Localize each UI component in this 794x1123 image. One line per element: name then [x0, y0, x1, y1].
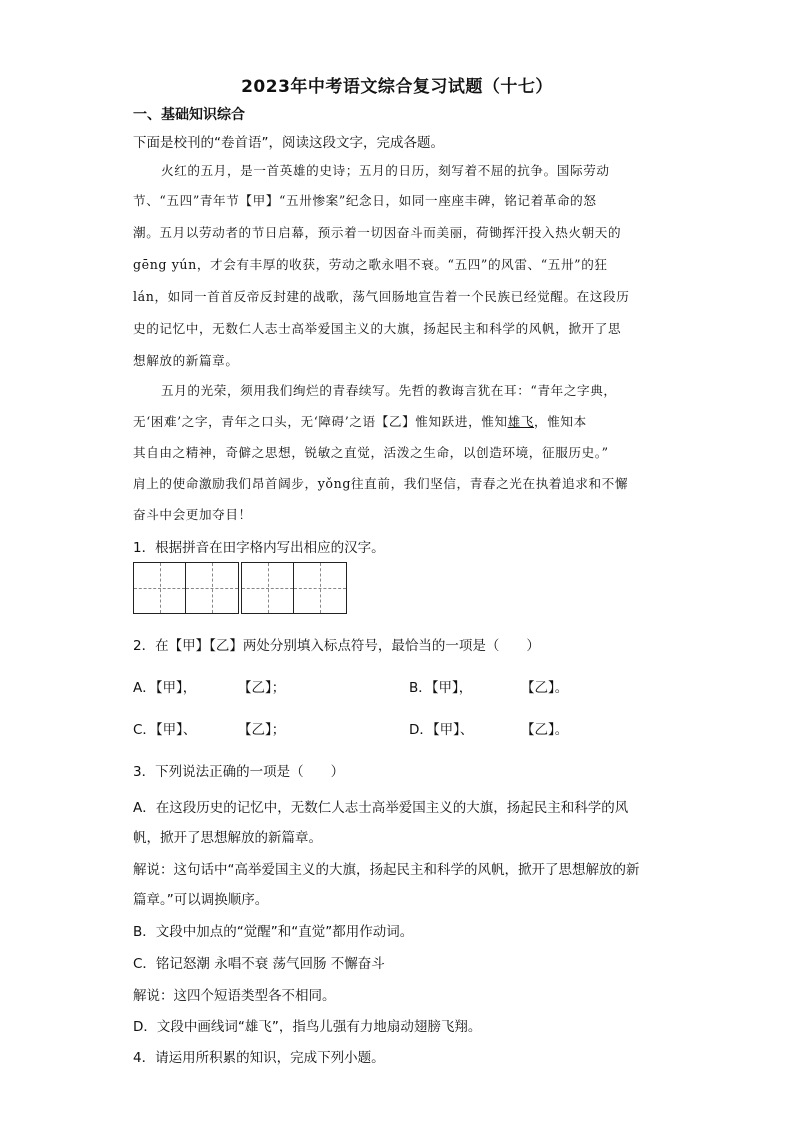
q2-option-a-yi: 【乙】； — [238, 680, 286, 696]
intro-text: 下面是校刊的“卷首语”，阅读这段文字，完成各题。 — [133, 135, 444, 151]
q3-option-d: D．文段中画线词“雄飞”，指鸟儿强有力地扇动翅膀飞翔。 — [133, 1019, 482, 1035]
tianzige-cell[interactable] — [186, 562, 239, 614]
passage-line: 奋斗中会更加夺目！ — [133, 507, 252, 522]
question-4: 4．请运用所积累的知识，完成下列小题。 — [133, 1050, 385, 1066]
passage-line: 史的记忆中，无数仁人志士高举爱国主义的大旗，扬起民主和科学的风帆，掀开了思 — [133, 321, 622, 336]
passage-line: gēng yún，才会有丰厚的收获，劳动之歌永唱不衰。“五四”的风雷、“五卅”的狂 — [133, 257, 608, 272]
page-title: 2023年中考语文综合复习试题（十七） — [241, 77, 553, 97]
q2-option-d-yi: 【乙】。 — [521, 722, 569, 738]
question-2: 2．在【甲】【乙】两处分别填入标点符号，最恰当的一项是（ ） — [133, 638, 540, 654]
q2-option-a-jia: A．【甲】， — [133, 680, 197, 696]
q3-option-c: C．铭记怒潮 永唱不衰 荡气回肠 不懈奋斗 — [133, 956, 385, 972]
passage-line: 肩上的使命激励我们昂首阔步，yǒng往直前，我们坚信，青春之光在执着追求和不懈 — [133, 476, 629, 491]
tianzige-cell[interactable] — [241, 562, 294, 614]
underlined-word: 雄飞 — [507, 414, 535, 429]
q3-option-b: B．文段中加点的“觉醒”和“直觉”都用作动词。 — [133, 924, 414, 940]
passage-line: 火红的五月，是一首英雄的史诗；五月的日历，刻写着不屈的抗争。国际劳动 — [161, 163, 610, 178]
q3-explanation-a: 解说：这句话中“高举爱国主义的大旗，扬起民主和科学的风帆，掀开了思想解放的新 — [133, 862, 640, 878]
passage-line: 其自由之精神，奇僻之思想，锐敏之直觉，活泼之生命，以创造环境，征服历史。” — [133, 445, 609, 460]
q3-option-a-cont: 帆，掀开了思想解放的新篇章。 — [133, 830, 322, 846]
q2-option-d-jia: D．【甲】、 — [409, 722, 474, 738]
q2-option-c-yi: 【乙】； — [238, 722, 286, 738]
passage-line: 节、“五四”青年节【甲】“五卅惨案”纪念日，如同一座座丰碑，铭记着革命的怒 — [133, 193, 597, 208]
tianzige-cell[interactable] — [294, 562, 347, 614]
passage-line: lán，如同一首首反帝反封建的战歌，荡气回肠地宣告着一个民族已经觉醒。在这段历 — [133, 289, 630, 304]
q3-explanation-c: 解说：这四个短语类型各不相同。 — [133, 988, 336, 1004]
passage-line: 想解放的新篇章。 — [133, 353, 239, 368]
q2-option-b-yi: 【乙】。 — [521, 680, 569, 696]
q2-option-c-jia: C．【甲】、 — [133, 722, 197, 738]
q2-option-b-jia: B．【甲】， — [409, 680, 473, 696]
tianzige-grid — [133, 562, 347, 616]
section-heading: 一、基础知识综合 — [133, 107, 245, 123]
question-3: 3．下列说法正确的一项是（ ） — [133, 764, 345, 780]
q3-explanation-a-cont: 篇章。”可以调换顺序。 — [133, 892, 269, 908]
passage-line: 五月的光荣，须用我们绚烂的青春续写。先哲的教诲言犹在耳：“青年之字典， — [161, 383, 617, 398]
passage-line: 潮。五月以劳动者的节日启幕，预示着一切因奋斗而美丽，荷锄挥汗投入热火朝天的 — [133, 225, 622, 240]
passage-line: 无‘困难’之字，青年之口头，无‘障碍’之语【乙】惟知跃进，惟知雄飞，惟知本 — [133, 414, 587, 429]
q3-option-a: A．在这段历史的记忆中，无数仁人志士高举爱国主义的大旗，扬起民主和科学的风 — [133, 800, 629, 816]
tianzige-cell[interactable] — [133, 562, 186, 614]
question-1: 1．根据拼音在田字格内写出相应的汉字。 — [133, 540, 385, 556]
